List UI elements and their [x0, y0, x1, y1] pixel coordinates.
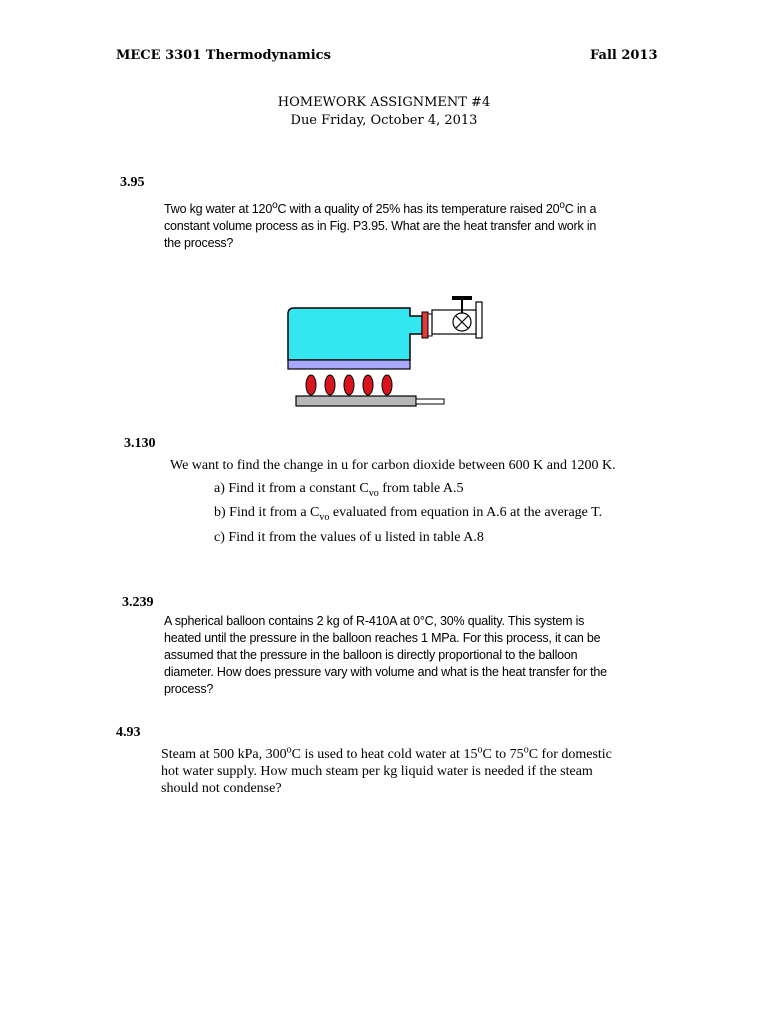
- flame: [382, 375, 392, 395]
- figure-p3-95: [280, 292, 490, 414]
- due-date: Due Friday, October 4, 2013: [290, 113, 478, 128]
- problem-text: Two kg water at 120$^o$C with a quality of 25% has its temperature raised 20$^o$C in a constant volume process as in Fig. P3.95. What are the heat transfer and work in the process?: [164, 199, 597, 250]
- problem-part-c: c) Find it from the values of u listed in table A.8: [214, 530, 484, 545]
- tank-base: [288, 360, 410, 369]
- flange-left: [422, 312, 428, 338]
- valve-handle: [452, 296, 472, 300]
- flame: [344, 375, 354, 395]
- course-title: MECE 3301 Thermodynamics: [116, 48, 331, 63]
- burner-pipe: [416, 399, 444, 404]
- problem-number: 3.95: [120, 175, 145, 190]
- term-label: Fall 2013: [590, 48, 658, 63]
- tank-body: [288, 308, 422, 360]
- flame: [363, 375, 373, 395]
- burner-plate: [296, 396, 416, 406]
- problem-number: 3.239: [122, 595, 154, 610]
- problem-intro: We want to find the change in u for carbon dioxide between 600 K and 1200 K.: [170, 458, 616, 473]
- problem-part-b: b) Find it from a $C_{vo}$ evaluated from equation in A.6 at the average T.: [214, 505, 603, 523]
- problem-part-a: a) Find it from a constant $C_{vo}$ from table A.5: [214, 481, 464, 499]
- problem-text: Steam at 500 kPa, 300$^o$C is used to heat cold water at 15$^o$C to 75$^o$C for domestic hot water supply. How much steam per kg liquid water is needed if the steam should not condense?: [161, 744, 612, 796]
- problem-text: A spherical balloon contains 2 kg of R-410A at 0°C, 30% quality. This system is heated until the pressure in the balloon reaches 1 MPa. For this process, it can be assumed that the pressure in the balloon is directly proportional to the balloon diameter. How does pressure vary with volume and what is the heat transfer for the process?: [164, 614, 607, 696]
- flame: [306, 375, 316, 395]
- problem-number: 3.130: [124, 436, 156, 451]
- assignment-title: HOMEWORK ASSIGNMENT #4: [277, 95, 491, 110]
- flame: [325, 375, 335, 395]
- problem-number: 4.93: [116, 725, 141, 740]
- flange-right: [476, 302, 482, 338]
